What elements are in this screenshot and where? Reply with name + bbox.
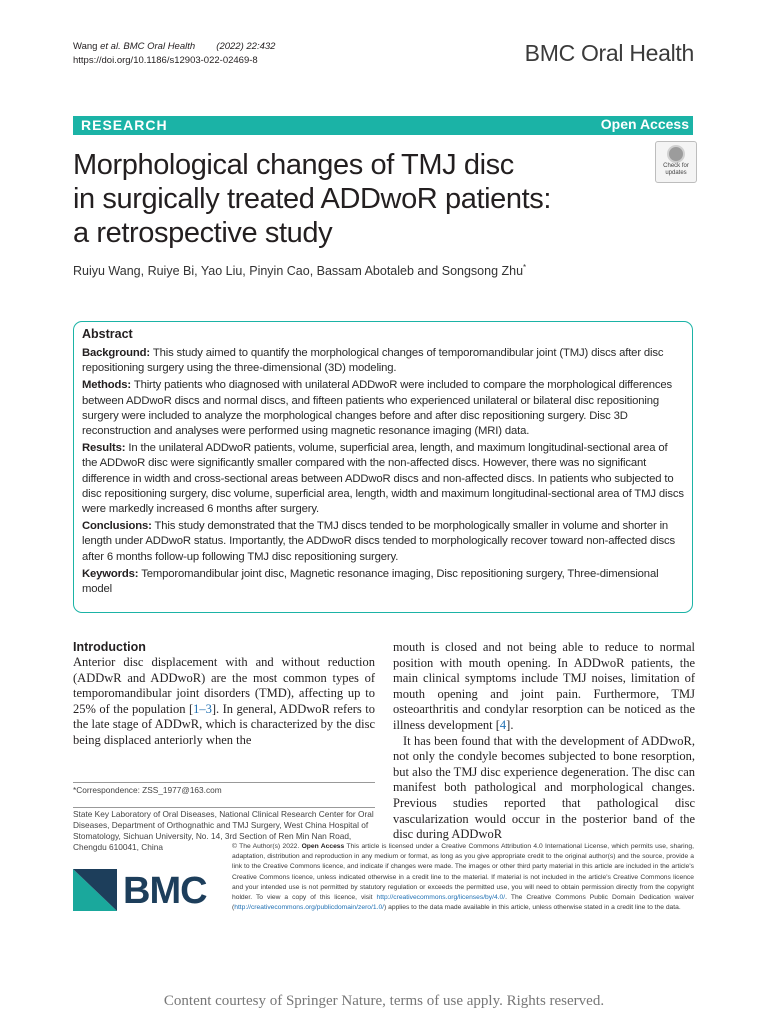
- title-line: Morphological changes of TMJ disc: [73, 149, 514, 181]
- license-text: © The Author(s) 2022. Open Access This article is licensed under a Creative Commons Attribution 4.0 International License, which permits use, sharing, adaptation, distribution and reproduction in any medium or format, as long as you give appropriate credit to the original author(s) and the source, provide a link to the Creative Commons licence, and indicate if changes were made. The images or other third party material in this article are included in the article's Creative Commons licence, unless indicated otherwise in a credit line to the material. If material is not included in the article's Creative Commons licence and your intended use is not permitted by statutory regulation or exceeds the permitted use, you will need to obtain permission directly from the copyright holder. To view a copy of this licence, visit http://creativecommons.org/licenses/by/4.0/. The Creative Commons Public Domain Dedication waiver (http://creativecommons.org/publicdomain/zero/1.0/) applies to the data made available in this article, unless otherwise stated in a credit line to the data.: [232, 843, 695, 912]
- bookmark-icon: [667, 145, 685, 163]
- divider: [73, 807, 375, 808]
- abstract-methods: Methods: Thirty patients who diagnosed with unilateral ADDwoR were included to compare the morphological differences between ADDwoR discs and normal discs, and fifteen patients who experienced unilateral or bilateral disc repositioning surgery were included to analyze the morphological changes before and after disc repositioning surgery. Disc 3D reconstruction and analyses were performed using magnetic resonance imaging (MRI) data.: [82, 379, 673, 438]
- abstract-background: Background: This study aimed to quantify the morphological changes of temporomandibular joint (TMJ) discs after disc repositioning surgery using the three-dimensional (3D) modeling.: [82, 347, 664, 375]
- open-access-label: Open Access: [600, 116, 689, 132]
- citation-header: [73, 40, 275, 68]
- affiliation: State Key Laboratory of Oral Diseases, National Clinical Research Center for Oral Diseases, Department of Orthognathic and TMJ Surgery, West China Hospital of Stomatology, Sichuan University, No. 14, 3rd Section of Ren Min Nan Road, Chengdu 610041, China: [73, 809, 374, 852]
- intro-paragraph: mouth is closed and not being able to reduce to normal position with mouth opening. In ADDwoR patients, the main clinical symptoms include TMJ noises, limitation of mouth opening and joint pain. Furthermore, TMJ osteoarthritis and condylar resorption can be noticed as the illness development [4].: [393, 640, 695, 732]
- abstract-heading: Abstract: [82, 327, 133, 341]
- bmc-logo-text: BMC: [123, 870, 207, 912]
- intro-paragraph: It has been found that with the development of ADDwoR, not only the condyle becomes subjected to bone resorption, but also the TMJ disc experience degeneration. The disc can manifest both pathological and morphological changes. Previous studies reported that pathological disc vascularization would occur in the posterior band of the disc during ADDwoR: [393, 733, 695, 842]
- page-footer: Content courtesy of Springer Nature, terms of use apply. Rights reserved.: [163, 993, 605, 1009]
- journal-name: BMC Oral Health: [524, 40, 694, 66]
- abstract-keywords: Keywords: Temporomandibular joint disc, Magnetic resonance imaging, Disc repositioning surgery, Three-dimensional model: [82, 567, 659, 596]
- section-banner: [73, 116, 693, 135]
- introduction-heading: Introduction: [73, 640, 146, 654]
- abstract-results: Results: In the unilateral ADDwoR patients, volume, superficial area, length, and maximum longitudinal-sectional area of the ADDwoR disc were significantly smaller compared with the non-affected discs. However, there was no significant difference in width and cross-sectional areas between ADDwoR discs and non-affected discs. In patients who subjected to disc repositioning surgery, disc volume, superficial area, length, width and maximum longitudinal-sectional area of TMJ discs were markedly increased 6 months after surgery.: [82, 442, 684, 516]
- check-for-updates-badge[interactable]: [655, 141, 697, 183]
- bmc-logo: [73, 869, 215, 911]
- bmc-logo-icon: [73, 869, 117, 911]
- title-line: in surgically treated ADDwoR patients:: [73, 183, 552, 215]
- title-line: a retrospective study: [73, 217, 333, 249]
- article-title: [73, 148, 633, 250]
- reference-link[interactable]: 1–3: [193, 701, 212, 716]
- waiver-link[interactable]: http://creativecommons.org/publicdomain/zero/1.0/: [234, 904, 385, 912]
- citation-volume: (2022) 22:432: [216, 41, 276, 52]
- abstract-conclusions: Conclusions: This study demonstrated that the TMJ discs tended to be morphologically smaller in volume and shorter in length under ADDwoR status. Importantly, the ADDwoR discs tended to morphologically recover toward non-affected discs after 6 months follow-up following TMJ disc repositioning surgery.: [82, 520, 675, 563]
- badge-line: Check for: [663, 163, 689, 169]
- intro-paragraph: Anterior disc displacement with and without reduction (ADDwR and ADDwoR) are the most common types of temporomandibular joint disorders (TMD), affecting up to 25% of the population [1–3]. In general, ADDwoR refers to the late stage of ADDwR, which is characterized by the disc being displaced anteriorly when the: [73, 655, 375, 747]
- citation-authors: Wang: [73, 41, 98, 52]
- right-column: [393, 640, 695, 843]
- divider: [73, 782, 375, 783]
- correspondence-email[interactable]: *Correspondence: ZSS_1977@163.com: [73, 785, 222, 795]
- license-link[interactable]: http://creativecommons.org/licenses/by/4.0/: [376, 894, 506, 902]
- reference-link[interactable]: 4: [499, 717, 507, 732]
- left-column: [73, 640, 375, 749]
- badge-line: updates: [665, 170, 687, 176]
- citation-etal: et al.: [100, 41, 121, 52]
- author-list: [73, 263, 526, 278]
- author-names: Ruiyu Wang, Ruiye Bi, Yao Liu, Pinyin Cao, Bassam Abotaleb and Songsong Zhu: [73, 264, 524, 279]
- abstract-box: [73, 321, 693, 613]
- corresponding-mark: *: [523, 263, 527, 272]
- citation-journal: BMC Oral Health: [123, 41, 196, 52]
- doi-link[interactable]: https://doi.org/10.1186/s12903-022-02469-8: [73, 55, 258, 66]
- section-label: RESEARCH: [81, 117, 168, 133]
